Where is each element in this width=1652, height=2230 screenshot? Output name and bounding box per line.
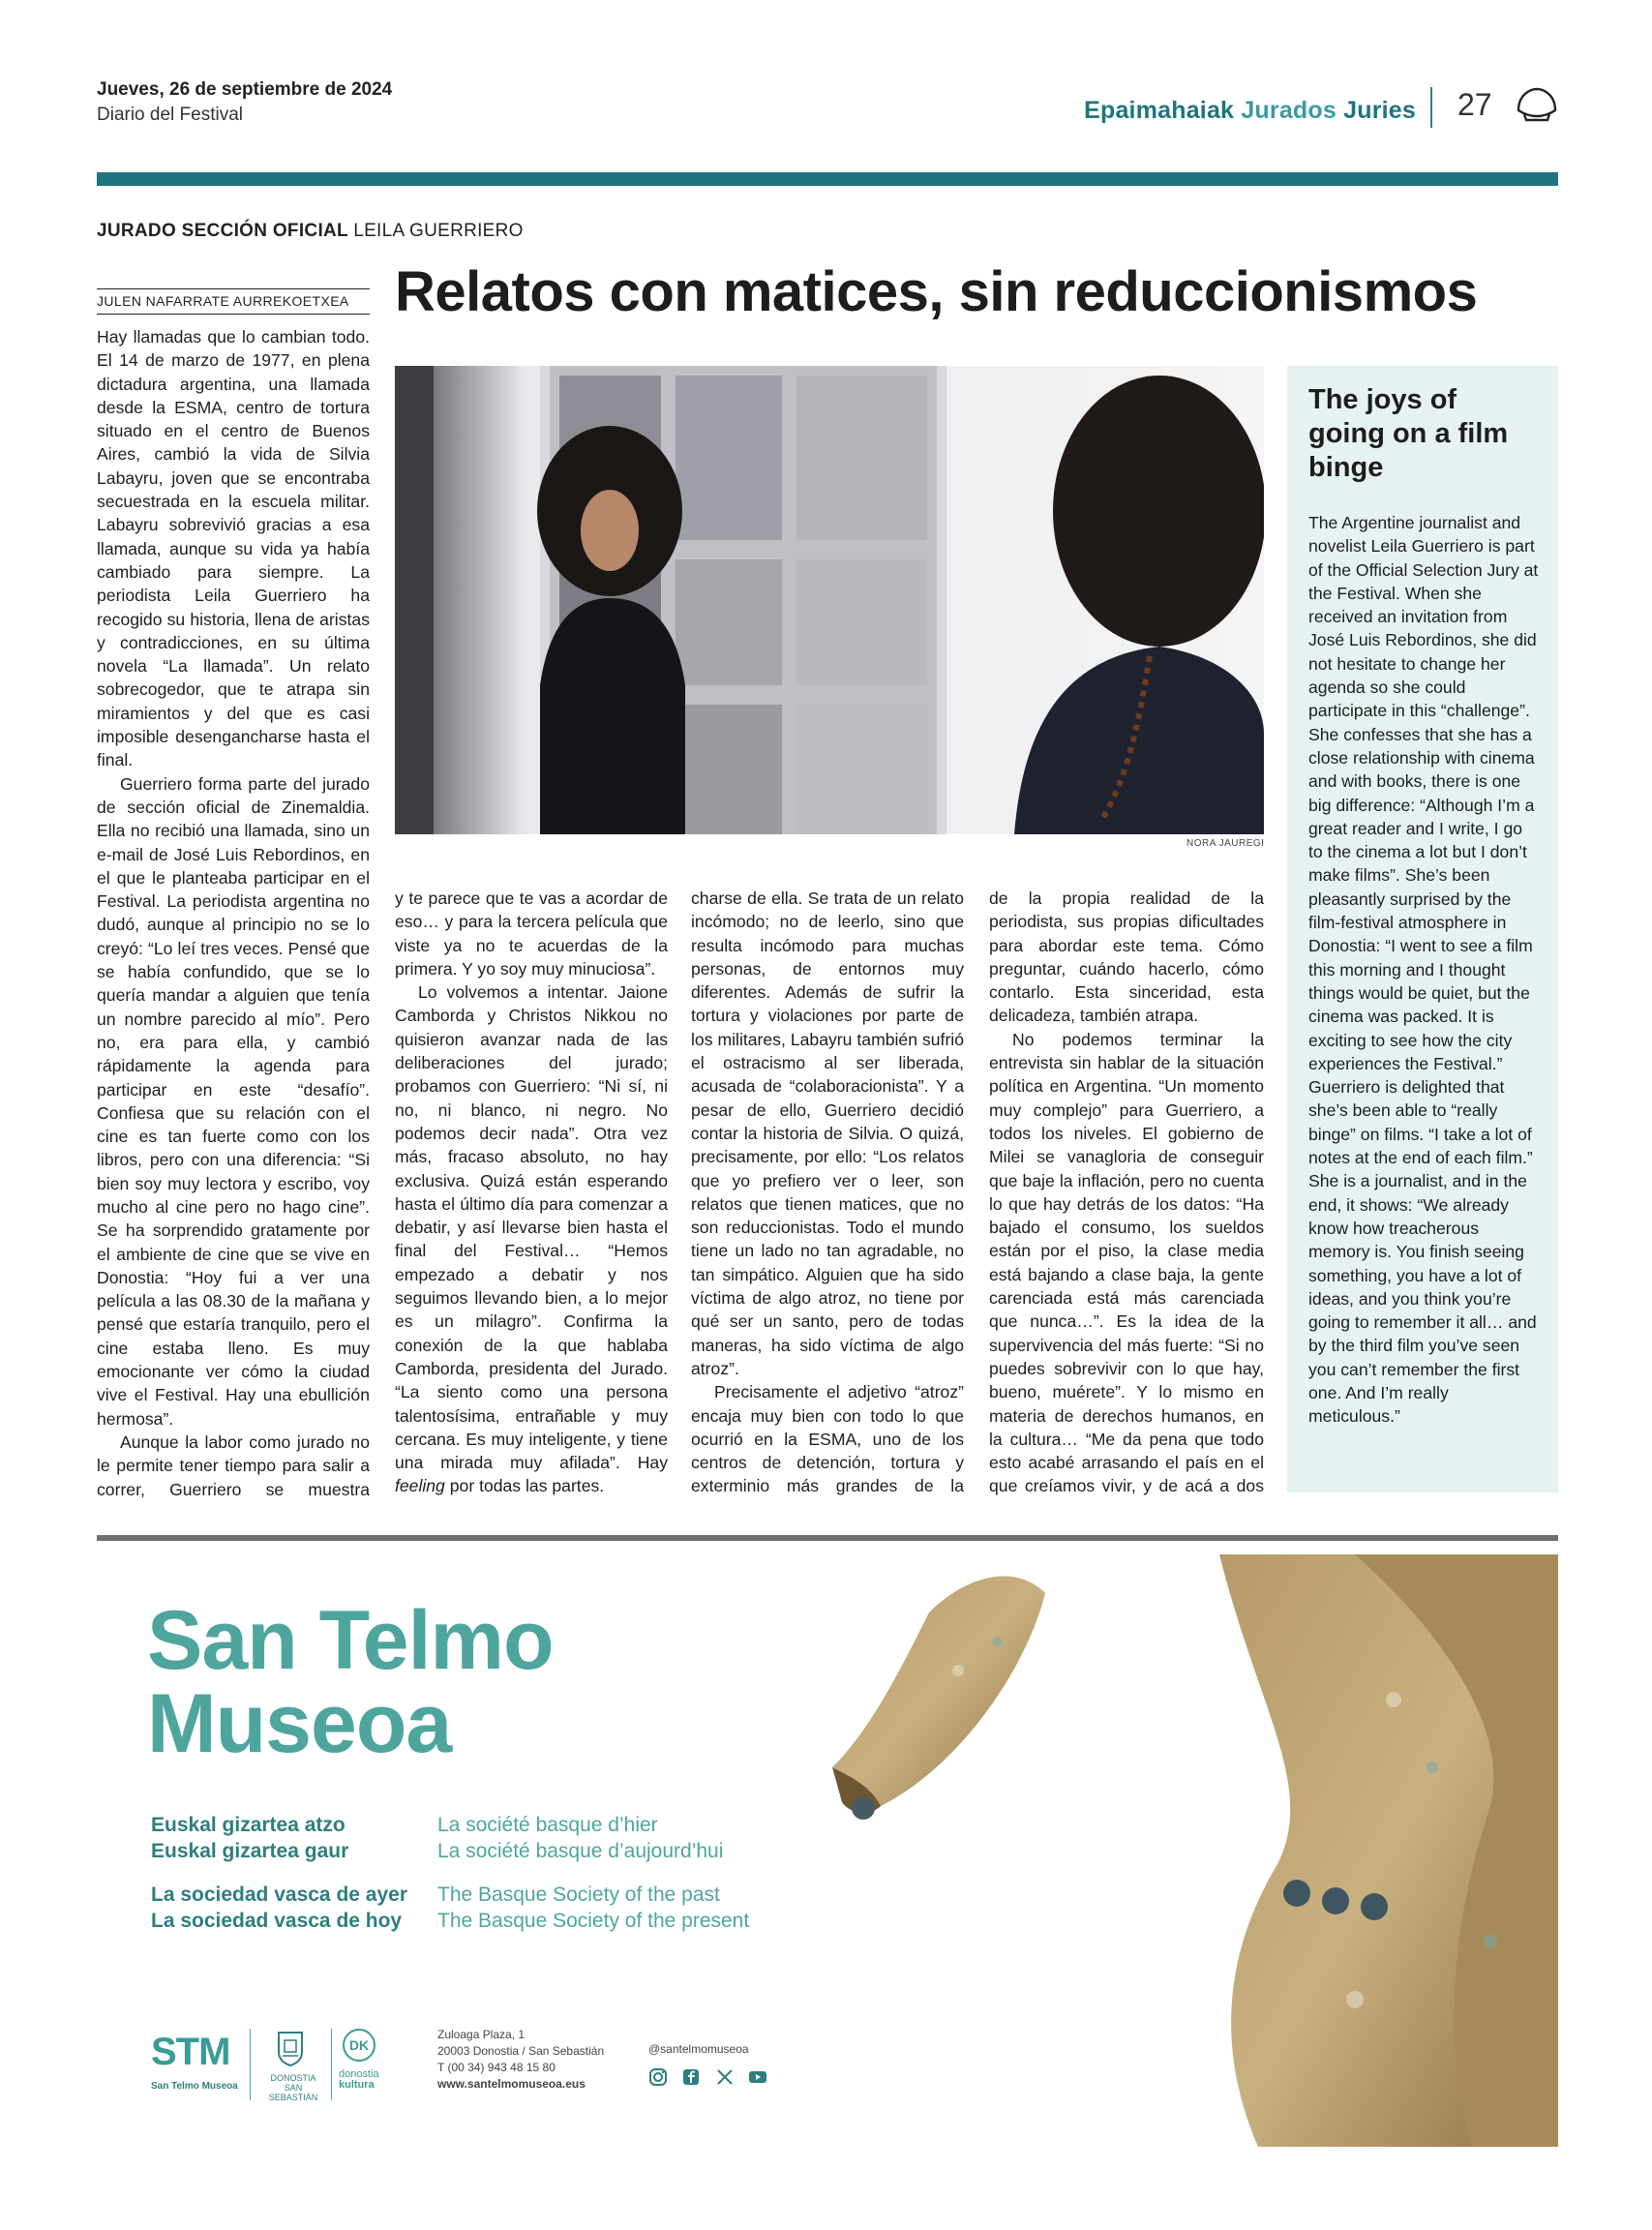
address-line: Zuloaga Plaza, 1 bbox=[437, 2028, 526, 2041]
social-icons bbox=[648, 2067, 777, 2089]
x-icon[interactable] bbox=[715, 2067, 735, 2087]
paragraph bbox=[97, 1431, 370, 1498]
sidebar-text bbox=[1308, 511, 1541, 1429]
social-handle[interactable]: @santelmomuseoa bbox=[648, 2042, 749, 2056]
byline: JULEN NAFARRATE AURREKOETXEA bbox=[97, 288, 370, 315]
tagline-line: La société basque d’aujourd’hui bbox=[437, 1840, 724, 1862]
tagline-line: The Basque Society of the present bbox=[437, 1910, 750, 1932]
italic-word: feeling bbox=[395, 1476, 445, 1496]
tagline-line: La société basque d’hier bbox=[437, 1814, 658, 1836]
dk-label-line: kultura bbox=[339, 2079, 375, 2091]
paragraph: Precisamente el adjetivo “atroz” encaja muy bien con todo lo que ocurrió en la ESMA, uno de los centros de detención, tortura y exterminio más grandes de la bbox=[691, 1382, 964, 1496]
donostia-kultura-label bbox=[339, 2069, 379, 2091]
section-title bbox=[1084, 97, 1416, 125]
city-shield-icon bbox=[277, 2029, 304, 2067]
donostia-kultura-logo: DK bbox=[343, 2029, 375, 2062]
paragraph-text: Lo volvemos a intentar. Jaione Camborda y Christos Nikkou no quisieron avanzar nada de las deliberaciones del jurado; probamos con Guerriero: “Ni sí, ni no, ni blanco, ni negro. No podemos decir nada”. Otra vez más, fracaso absoluto, no hay exclusiva. Quizá están esperando hasta el último día para comenzar a debatir, y así llevarse bien hasta el final del Festival… “Hemos empezado a debatir y nos seguimos llevando bien, a lo mejor es un milagro”. Confirma la conexión de la que hablaba Camborda, presidenta del Jurado. “La siento como una persona talentosísima, entrañable y muy cercana. Es muy inteligente, y tiene una mirada muy afilada”. Hay bbox=[395, 982, 668, 1473]
ad-divider bbox=[97, 1535, 1558, 1541]
article-kicker bbox=[97, 221, 524, 242]
paragraph-continued: charse de ella. Se trata de un relato incómodo; no de leerlo, sino que resulta incómodo para muchas personas, de entornos muy diferentes. Además de sufrir la tortura y violaciones por parte de los militares, Labayru también sufrió el ostracismo al ser liberada, acusada de “colaboracionista”. Y a pesar de ello, Guerriero decidió contar la historia de Silvia. O quizá, precisamente, por ello: “Los relatos que yo prefiero ver o leer, son relatos que tienen matices, que no son reduccionistas. Todo el mundo tiene un lado no tan agradable, no tan simpático. Alguien que ha sido víctima de algo atroz, no tiene por qué ser un santo, pero de todas maneras, ha sido víctima de algo atroz”. bbox=[691, 889, 964, 1378]
donostia-label bbox=[259, 2073, 327, 2102]
shell-logo-icon bbox=[1515, 85, 1559, 126]
kicker-section: JURADO SECCIÓN OFICIAL bbox=[97, 221, 348, 241]
article-column-2 bbox=[395, 887, 668, 1498]
tagline-line: La sociedad vasca de ayer bbox=[151, 1883, 407, 1906]
dk-label-line: donostia bbox=[339, 2068, 379, 2080]
museum-title bbox=[147, 1594, 554, 1770]
article-photo bbox=[395, 366, 1264, 834]
tagline-line: La sociedad vasca de hoy bbox=[151, 1910, 403, 1932]
paragraph: No podemos terminar la entrevista sin hablar de la situación política en Argentina. “Un momento muy complejo” para Guerriero, a todos los niveles. El gobierno de Milei se vanagloria de conseguir que baje la inflación, pero no cuenta lo que hay detrás de los datos: “Ha bajado el consumo, los sueldos están por el piso, la clase media está bajando a clase baja, la gente carenciada está más carenciada que nunca…”. Es la idea de la supervivencia del más fuerte: “Si no puedes sobrevivir con lo que hay, bueno, muérete”. Y lo mismo en materia de derechos humanos, en la cultura… “Me da pena que todo esto acabé arrasando el país en el que creíamos vivir, y de acá a dos bbox=[989, 1029, 1264, 1496]
paragraph: Guerriero forma parte del jurado de sección oficial de Zinemaldia. Ella no recibió una llamada, sino un e-mail de José Luis Rebordinos, en el que le planteaba participar en el Festival. La periodista argentina no dudó, aunque al principio no se lo creyó: “Lo leí tres veces. Pensé que se había confundido, que se lo quería mandar a alguien que tenía un nombre parecido al mío”. Pero no, era para ella, y cambió rápidamente la agenda para participar en este “desafío”. Confiesa que su relación con el cine es tan fuerte como con los libros, pero con una diferencia: “Si bien soy muy lectora y escribo, voy mucho al cine pero no hago cine”. Se ha sorprendido gratamente por el ambiente de cine que se vive en Donostia: “Hoy fui a ver una película a las 08.30 de la mañana y pensé que estaría tranquilo, pero el cine estaba lleno. Es muy emocionante ver cómo la ciudad vive el Festival. Hay una ebullición hermosa”. bbox=[97, 773, 370, 1429]
section-eu: Epaimahaiak bbox=[1084, 97, 1235, 124]
article-column-1 bbox=[97, 325, 370, 1498]
tagline-line: Euskal gizartea atzo bbox=[151, 1814, 345, 1836]
museum-title-line1: San Telmo bbox=[147, 1594, 554, 1687]
header-divider bbox=[1430, 87, 1432, 128]
logo-separator bbox=[331, 2029, 332, 2100]
phone-number: T (00 34) 943 48 15 80 bbox=[437, 2061, 556, 2074]
paragraph-continued: y te parece que te vas a acordar de eso… y para la tercera película que viste ya no te acuerdas de la primera. Y yo soy muy minuciosa”. bbox=[395, 889, 668, 979]
tagline-fr bbox=[437, 1812, 723, 1864]
sidebar-paragraph: The Argentine journalist and novelist Leila Guerriero is part of the Official Selection Jury at the Festival. When she received an invitation from José Luis Rebordinos, she did not hesitate to change her agenda so she could participate in this “challenge”. She confesses that she has a close relationship with cinema and with books, there is one big difference: “Although I’m a great reader and I write, I go to the cinema a lot but I don’t make films”. She’s been pleasantly surprised by the film-festival atmosphere in Donostia: “I went to see a film this morning and I thought things would be quiet, but the cinema was packed. It is exciting to see how the city experiences the Festival.” Guerriero is delighted that she’s been able to “really binge” on films. “I take a lot of notes at the end of each film.” She is a journalist, and in the end, it shows: “We already know how treacherous memory is. You finish seeing something, you have a lot of ideas, and you think you’re going to remember it all… and by the third film you’ve seen you can’t remember the first one. And I’m really meticulous.” bbox=[1308, 513, 1539, 1427]
page-number: 27 bbox=[1457, 87, 1492, 122]
kicker-name: LEILA GUERRIERO bbox=[353, 221, 524, 241]
website-link[interactable]: www.santelmomuseoa.eus bbox=[437, 2077, 586, 2091]
tagline-es bbox=[151, 1882, 407, 1934]
tagline-eu bbox=[151, 1812, 348, 1864]
stm-logo-subtitle: San Telmo Museoa bbox=[151, 2081, 238, 2092]
sidebar-title: The joys of going on a film binge bbox=[1308, 384, 1509, 483]
issue-date: Jueves, 26 de septiembre de 2024 bbox=[97, 79, 393, 100]
tagline-line: Euskal gizartea gaur bbox=[151, 1840, 349, 1862]
photo-credit: NORA JAUREGI bbox=[1186, 838, 1265, 849]
section-en: Juries bbox=[1343, 97, 1416, 124]
article-column-4 bbox=[989, 887, 1264, 1498]
paragraph-text: por todas las partes. bbox=[449, 1476, 605, 1496]
logo-separator bbox=[250, 2029, 251, 2100]
historic-coat-image bbox=[813, 1554, 1558, 2147]
paragraph: Hay llamadas que lo cambian todo. El 14 de marzo de 1977, en plena dictadura argentina, una llamada desde la ESMA, centro de tortura situado en el centro de Buenos Aires, cambió la vida de Silvia Labayru, joven que se encontraba secuestrada en la escuela militar. Labayru sobrevivió gracias a esa llamada, aunque su vida ya había cambiado para siempre. La periodista Leila Guerriero ha recogido su historia, llena de aristas y contradicciones, en su última novela “La llamada”. Un relato sobrecogedor, que te atrapa sin miramientos y del que es casi imposible desengancharse hasta el final. bbox=[97, 327, 370, 770]
donostia-label-line: DONOSTIA bbox=[270, 2073, 316, 2083]
paragraph-continued: de la propia realidad de la periodista, sus propias dificultades para abordar este tema. Cómo preguntar, cuándo hacerlo, cómo contarlo. Esta sinceridad, esta delicadeza, también atrapa. bbox=[989, 889, 1264, 1026]
section-es: Jurados bbox=[1241, 97, 1337, 124]
paragraph bbox=[395, 980, 668, 1498]
museum-address bbox=[437, 2027, 604, 2093]
donostia-label-line: SAN SEBASTIÁN bbox=[268, 2083, 318, 2102]
museum-title-line2: Museoa bbox=[147, 1677, 452, 1770]
headline: Relatos con matices, sin reduccionismos bbox=[395, 260, 1478, 323]
instagram-icon[interactable] bbox=[648, 2067, 668, 2087]
article-column-3 bbox=[691, 887, 964, 1498]
address-line: 20003 Donostia / San Sebastián bbox=[437, 2044, 605, 2058]
header-band bbox=[97, 172, 1558, 186]
photo-illustration bbox=[395, 366, 1264, 834]
stm-logo: STM bbox=[151, 2031, 230, 2073]
youtube-icon[interactable] bbox=[748, 2067, 767, 2087]
publication-name: Diario del Festival bbox=[97, 105, 243, 125]
tagline-en bbox=[437, 1882, 749, 1934]
tagline-line: The Basque Society of the past bbox=[437, 1883, 720, 1906]
facebook-icon[interactable] bbox=[681, 2067, 701, 2087]
coat-illustration bbox=[813, 1554, 1558, 2147]
paragraph-text: Aunque la labor como jurado no le permite tener tiempo para salir a correr, Guerriero se muestra bbox=[97, 1431, 370, 1498]
